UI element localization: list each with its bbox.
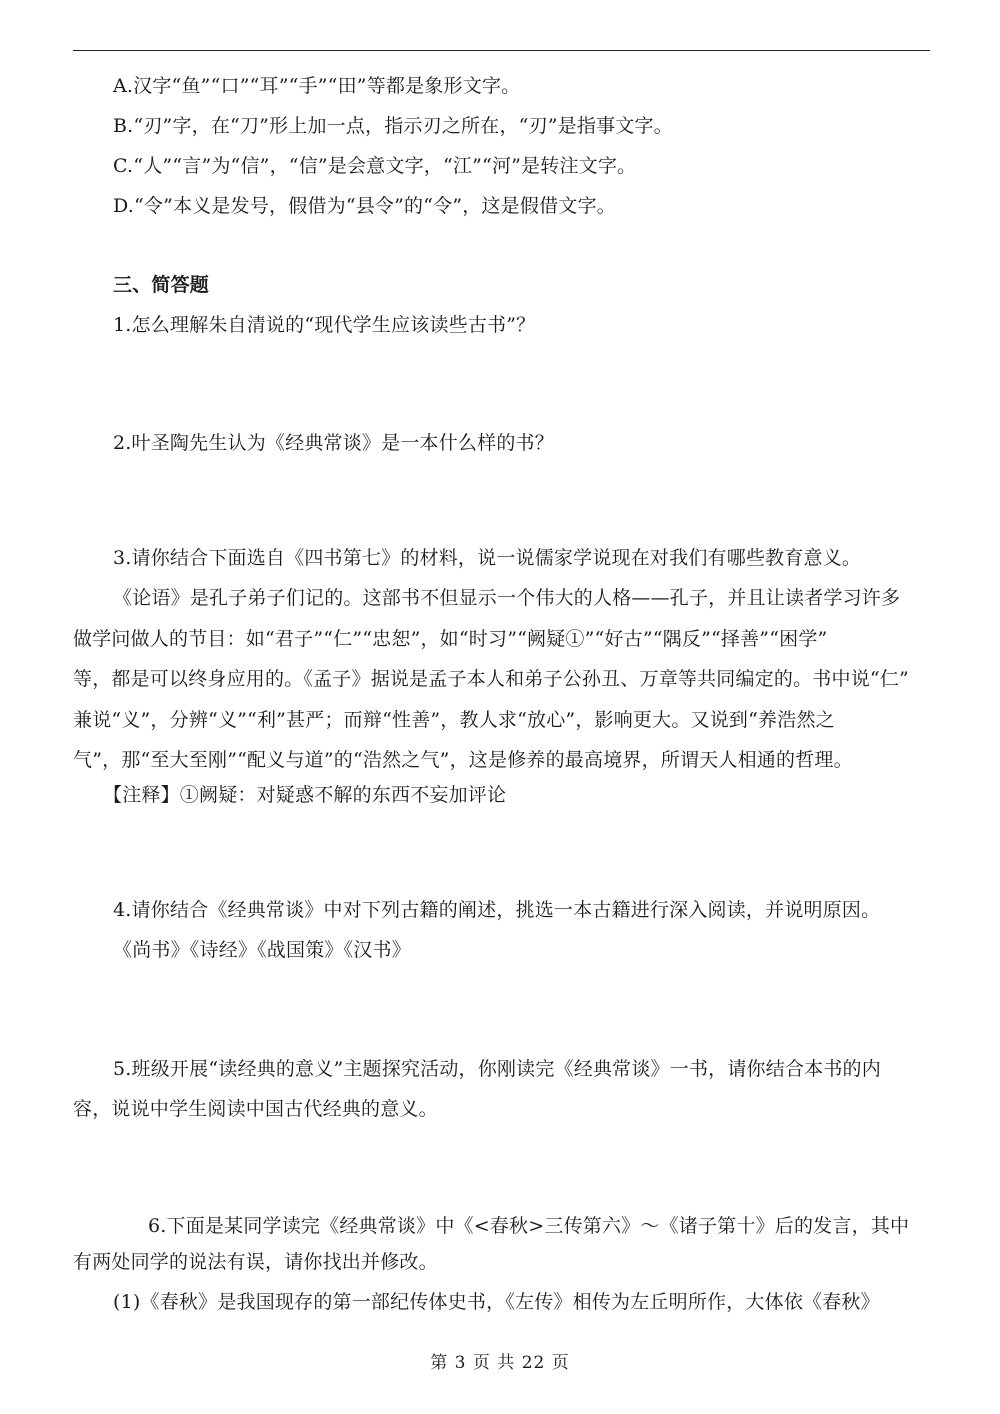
passage-line: 等，都是可以终身应用的。《孟子》据说是孟子本人和弟子公孙丑、万章等共同编定的。书中说“仁” xyxy=(73,668,909,690)
question-2: 2.叶圣陶先生认为《经典常谈》是一本什么样的书？ xyxy=(113,432,554,454)
question-6-continued: 有两处同学的说法有误，请你找出并修改。 xyxy=(73,1251,438,1273)
question-6-item-1: (1)《春秋》是我国现存的第一部纪传体史书，《左传》相传为左丘明所作，大体依《春秋》 xyxy=(113,1291,880,1313)
option-d: D.“令”本义是发号，假借为“县令”的“令”，这是假借文字。 xyxy=(113,195,616,217)
passage-line: 兼说“义”，分辨“义”“利”甚严；而辩“性善”，教人求“放心”，影响更大。又说到“养浩然之 xyxy=(73,709,835,731)
option-a: A.汉字“鱼”“口”“耳”“手”“田”等都是象形文字。 xyxy=(113,75,521,97)
question-4: 4.请你结合《经典常谈》中对下列古籍的阐述，挑选一本古籍进行深入阅读，并说明原因。 xyxy=(113,899,881,921)
section-heading: 三、简答题 xyxy=(113,274,210,296)
question-1: 1.怎么理解朱自清说的“现代学生应该读些古书”？ xyxy=(113,314,536,336)
annotation-note: 【注释】①阙疑：对疑惑不解的东西不妄加评论 xyxy=(103,784,507,806)
question-3: 3.请你结合下面选自《四书第七》的材料，说一说儒家学说现在对我们有哪些教育意义。 xyxy=(113,547,862,569)
question-6: 6.下面是某同学读完《经典常谈》中《<春秋>三传第六》～《诸子第十》后的发言，其中 xyxy=(148,1215,910,1237)
passage-line: 《论语》是孔子弟子们记的。这部书不但显示一个伟大的人格——孔子，并且让读者学习许多 xyxy=(113,587,901,609)
question-5-continued: 容，说说中学生阅读中国古代经典的意义。 xyxy=(73,1098,438,1120)
question-5: 5.班级开展“读经典的意义”主题探究活动，你刚读完《经典常谈》一书，请你结合本书的内 xyxy=(113,1058,881,1080)
option-b: B.“刃”字，在“刀”形上加一点，指示刃之所在，“刃”是指事文字。 xyxy=(113,115,673,137)
passage-line: 气”，那“至大至刚”“配义与道”的“浩然之气”，这是修养的最高境界，所谓天人相通的哲理。 xyxy=(73,749,853,771)
header-rule xyxy=(73,50,930,51)
page-number: 第 3 页 共 22 页 xyxy=(430,1353,570,1373)
option-c: C.“人”“言”为“信”，“信”是会意文字，“江”“河”是转注文字。 xyxy=(113,155,637,177)
passage-line: 做学问做人的节目：如“君子”“仁”“忠恕”，如“时习”“阙疑①”“好古”“隅反”“择善”“困学” xyxy=(73,628,828,650)
book-list: 《尚书》《诗经》《战国策》《汉书》 xyxy=(113,939,411,961)
